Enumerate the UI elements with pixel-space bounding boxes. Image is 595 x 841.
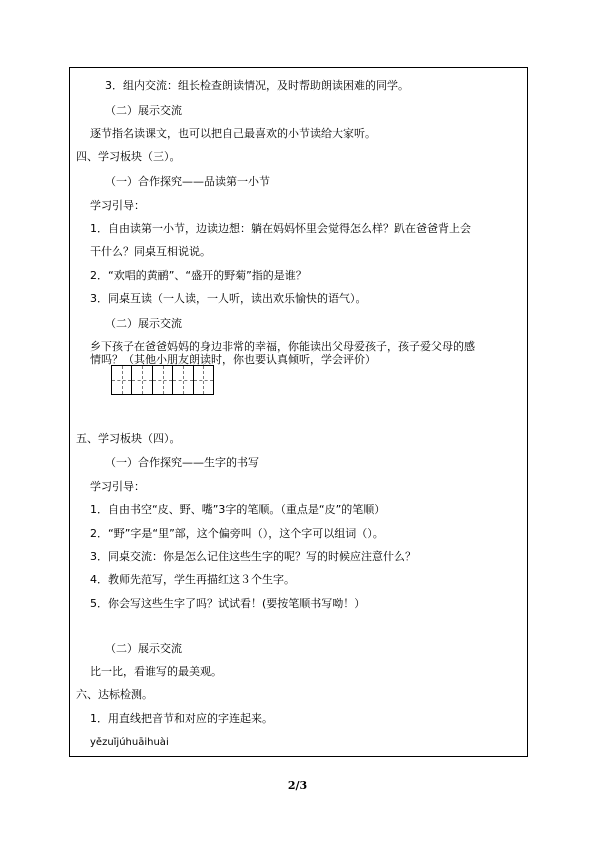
subheading-display-exchange: （二）展示交流: [105, 104, 182, 117]
writing-practice-grid: [111, 365, 214, 395]
question-1-line-2: 干什么？同桌互相说说。: [90, 245, 211, 258]
question-3: 3．同桌互读（一人读，一人听，读出欢乐愉快的语气）。: [90, 292, 367, 305]
grid-cell: [153, 366, 173, 394]
label-learning-guide-2: 学习引导：: [90, 480, 145, 493]
writing-step-3: 3．同桌交流：你是怎么记住这些生字的呢？写的时候应注意什么？: [90, 550, 416, 563]
paragraph-compare-writing: 比一比，看谁写的最美观。: [90, 665, 222, 678]
subheading-display-exchange-3: （二）展示交流: [105, 642, 182, 655]
subheading-display-exchange-2: （二）展示交流: [105, 317, 182, 330]
grid-cell: [173, 366, 193, 394]
pinyin-syllables: yězuǐjúhuāihuài: [90, 737, 169, 748]
paragraph-family-love-line-2: 情吗？（其他小朋友朗读时，你也要认真倾听，学会评价）: [90, 353, 376, 366]
grid-cell: [194, 366, 213, 394]
section-heading-block-4: 五、学习板块（四）。: [76, 432, 181, 445]
writing-step-1: 1．自由书空“皮、野、嘴”3字的笔顺。（重点是“皮”的笔顺）: [90, 503, 386, 516]
grid-cell: [132, 366, 152, 394]
question-2: 2．“欢唱的黄鹂”、“盛开的野菊”指的是谁？: [90, 269, 307, 282]
writing-step-4: 4．教师先范写，学生再描红这３个生字。: [90, 573, 295, 586]
label-learning-guide: 学习引导：: [90, 199, 145, 212]
subheading-character-writing: （一）合作探究——生字的书写: [105, 456, 259, 469]
section-heading-assessment: 六、达标检测。: [76, 688, 153, 701]
grid-cell: [112, 366, 132, 394]
paragraph-read-aloud: 逐节指名读课文，也可以把自己最喜欢的小节读给大家听。: [90, 127, 376, 140]
assessment-task-1: 1．用直线把音节和对应的字连起来。: [90, 712, 273, 725]
writing-step-2: 2．“野”字是“里”部，这个偏旁叫（），这个字可以组词（）。: [90, 527, 384, 540]
step-group-exchange: 3．组内交流：组长检查朗读情况，及时帮助朗读困难的同学。: [105, 79, 409, 92]
writing-step-5: 5．你会写这些生字了吗？试试看！(要按笔顺书写呦！）: [90, 597, 366, 610]
question-1-line-1: 1．自由读第一小节，边读边想：躺在妈妈怀里会觉得怎么样？趴在爸爸背上会: [90, 222, 471, 235]
page-number: 2/3: [287, 779, 308, 792]
paragraph-family-love-line-1: 乡下孩子在爸爸妈妈的身边非常的幸福，你能读出父母爱孩子，孩子爱父母的感: [90, 340, 475, 353]
section-heading-block-3: 四、学习板块（三）。: [76, 150, 181, 163]
subheading-cooperative-inquiry: （一）合作探究——品读第一小节: [105, 175, 270, 188]
